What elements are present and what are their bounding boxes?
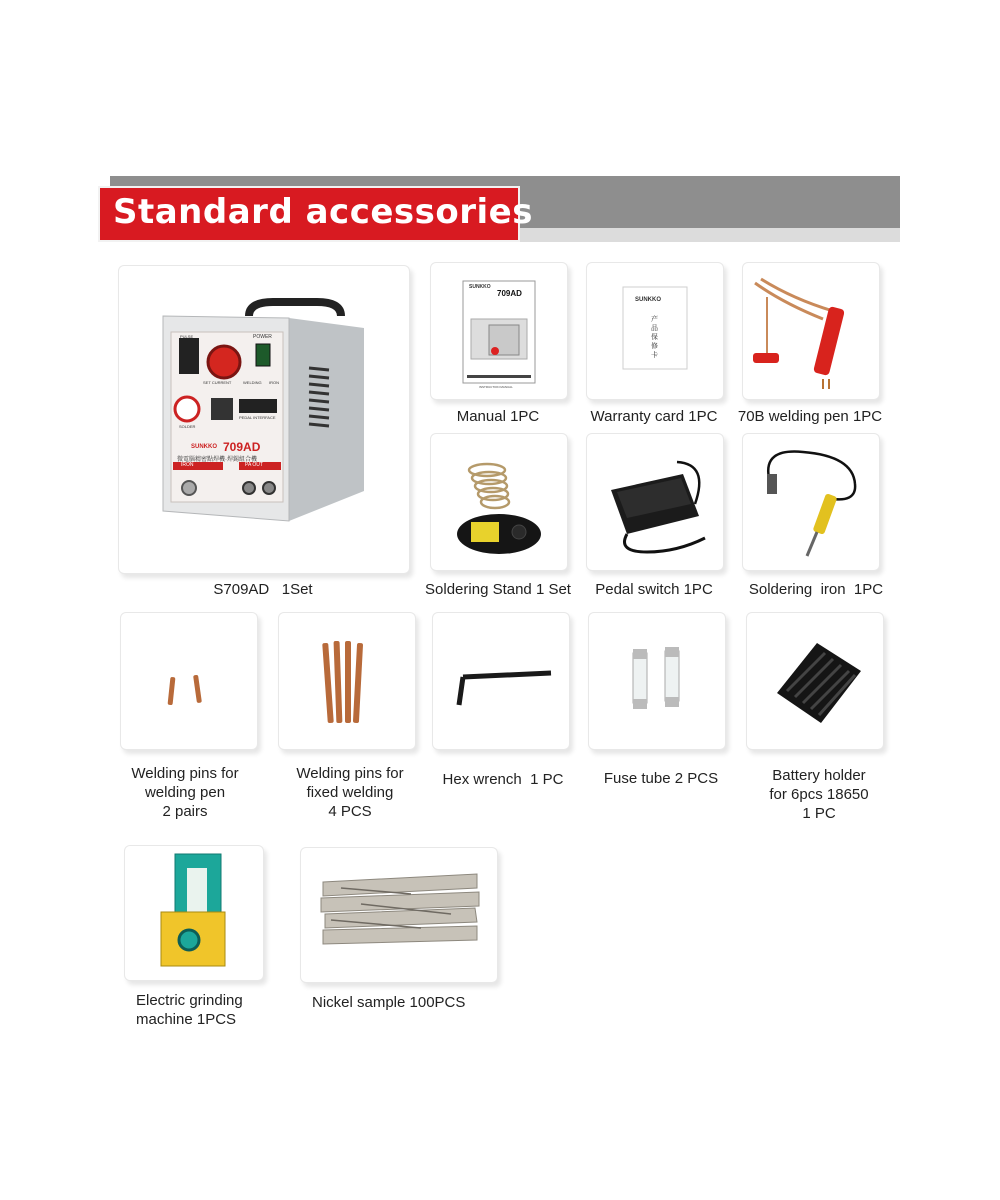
welding-pins-fixed-image (279, 613, 415, 749)
warranty-brand: SUNKKO (635, 297, 662, 303)
electric-grinder-image (125, 846, 263, 980)
product-card-hex-wrench (432, 612, 570, 750)
product-card-welding-pen (742, 262, 880, 400)
warranty-chinese: 产品保修卡 (651, 316, 658, 359)
hex-wrench-image (433, 613, 569, 749)
soldering-stand-image (431, 434, 567, 570)
soldering-iron-image (743, 434, 879, 570)
machine-power-label: POWER (253, 334, 272, 340)
machine-model: 709AD (223, 440, 261, 454)
manual-brand: SUNKKO (469, 284, 491, 290)
caption-pedal: Pedal switch 1PC (595, 581, 713, 598)
caption-soldering-iron: Soldering iron 1PC (748, 581, 884, 598)
product-card-battery-holder (746, 612, 884, 750)
pedal-switch-image (587, 434, 723, 570)
product-card-pins-pen (120, 612, 258, 750)
product-card-manual (430, 262, 568, 400)
machine-brand: SUNKKO (191, 444, 218, 450)
machine-iron-switch-label: IRON (269, 380, 279, 385)
caption-pins-fixed: Welding pins for fixed welding 4 PCS (296, 765, 404, 820)
product-card-pins-fixed (278, 612, 416, 750)
manual-booklet-image (431, 263, 567, 399)
product-card-fuse (588, 612, 726, 750)
machine-solder-label: SOLDER (179, 424, 196, 429)
battery-holder-image (747, 613, 883, 749)
caption-nickel: Nickel sample 100PCS (312, 994, 466, 1011)
caption-s709ad: S709AD 1Set (213, 581, 313, 598)
page-title: Standard accessories (113, 192, 533, 232)
product-card-grinder (124, 845, 264, 981)
caption-grinder: Electric grinding machine 1PCS (136, 992, 243, 1028)
machine-iron-tag: IRON (181, 462, 194, 468)
product-card-pedal (586, 433, 724, 571)
welding-pins-pen-image (121, 613, 257, 749)
product-card-s709ad (118, 265, 410, 574)
fuse-tube-image (589, 613, 725, 749)
machine-pulse-label: PULSE (180, 334, 194, 339)
welding-pen-image (743, 263, 879, 399)
nickel-strip-image (301, 848, 497, 982)
product-card-soldering-stand (430, 433, 568, 571)
caption-welding-pen: 70B welding pen 1PC (737, 408, 883, 425)
product-card-soldering-iron (742, 433, 880, 571)
caption-warranty: Warranty card 1PC (590, 408, 718, 425)
manual-footer: INSTRUCTION MANUAL (479, 385, 513, 389)
product-card-nickel (300, 847, 498, 983)
machine-set-current-label: SET CURRENT (203, 380, 232, 385)
caption-manual: Manual 1PC (456, 408, 540, 425)
manual-model: 709AD (497, 289, 522, 298)
caption-pins-pen: Welding pins for welding pen 2 pairs (131, 765, 239, 820)
product-card-warranty (586, 262, 724, 400)
caption-battery-holder: Battery holder for 6pcs 18650 1 PC (769, 767, 869, 822)
machine-chinese-line: 微電腦精密點焊機·焊錫組合機 (177, 457, 257, 463)
caption-fuse: Fuse tube 2 PCS (603, 770, 719, 787)
machine-welding-label: WELDING (243, 380, 262, 385)
machine-pa-out-label: PA OUT (245, 462, 263, 468)
caption-hex-wrench: Hex wrench 1 PC (442, 771, 564, 788)
caption-soldering-stand: Soldering Stand 1 Set (425, 581, 571, 598)
machine-pedal-label: PEDAL INTERFACE (239, 415, 276, 420)
